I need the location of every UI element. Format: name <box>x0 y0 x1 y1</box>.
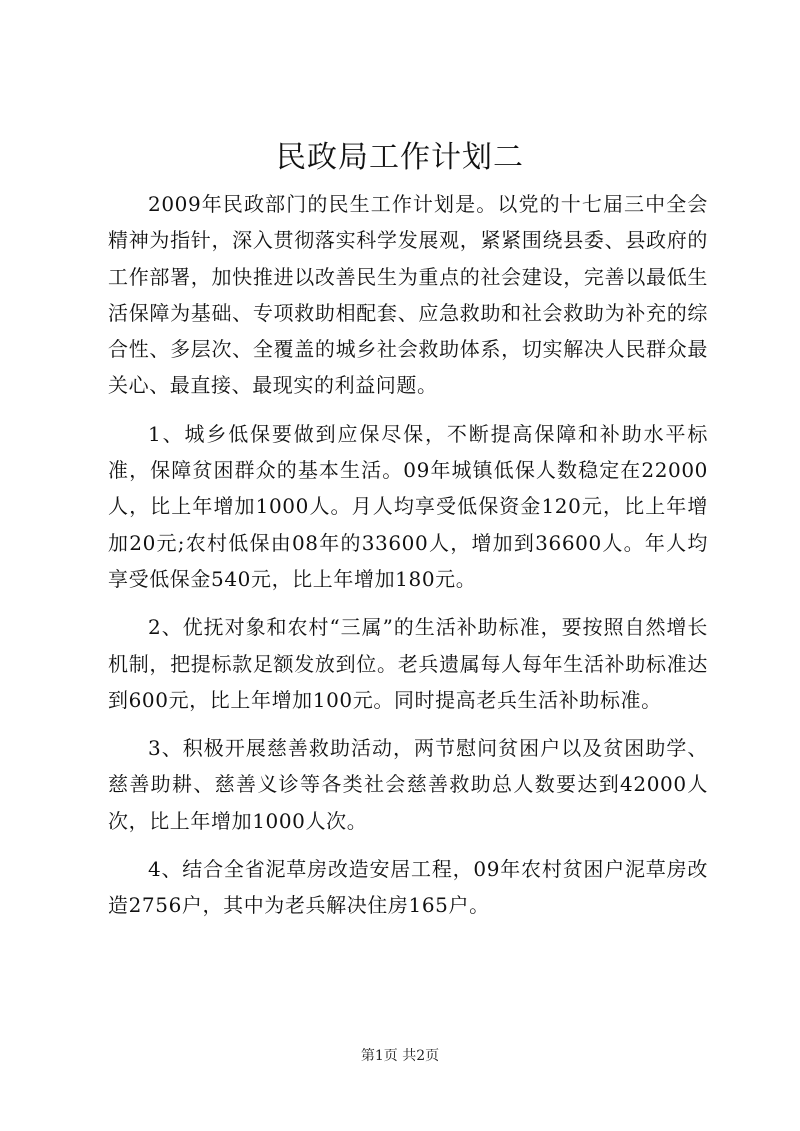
document-title: 民政局工作计划二 <box>276 140 524 175</box>
paragraph-item-2: 2、优抚对象和农村“三属”的生活补助标准，要按照自然增长机制，把提标款足额发放到位。老兵遗属每人每年生活补助标准达到600元，比上年增加100元。同时提高老兵生活补助标准。 <box>108 615 708 712</box>
paragraph-item-3: 3、积极开展慈善救助活动，两节慰问贫困户以及贫困助学、慈善助耕、慈善义诊等各类社会慈善救助总人数要达到42000人次，比上年增加1000人次。 <box>108 736 708 833</box>
paragraph-item-1: 1、城乡低保要做到应保尽保，不断提高保障和补助水平标准，保障贫困群众的基本生活。09年城镇低保人数稳定在22000人，比上年增加1000人。月人均享受低保资金120元，比上年增加20元;农村低保由08年的33600人，增加到36600人。年人均享受低保金540元，比上年增加180元。 <box>108 421 708 591</box>
paragraph-intro: 2009年民政部门的民生工作计划是。以党的十七届三中全会精神为指针，深入贯彻落实科学发展观，紧紧围绕县委、县政府的工作部署，加快推进以改善民生为重点的社会建设，完善以最低生活保障为基础、专项救助相配套、应急救助和社会救助为补充的综合性、多层次、全覆盖的城乡社会救助体系，切实解决人民群众最关心、最直接、最现实的利益问题。 <box>108 192 708 398</box>
paragraph-item-4: 4、结合全省泥草房改造安居工程，09年农村贫困户泥草房改造2756户，其中为老兵解决住房165户。 <box>108 857 708 918</box>
page-number-footer: 第1页 共2页 <box>360 1048 440 1064</box>
document-body <box>108 186 708 936</box>
